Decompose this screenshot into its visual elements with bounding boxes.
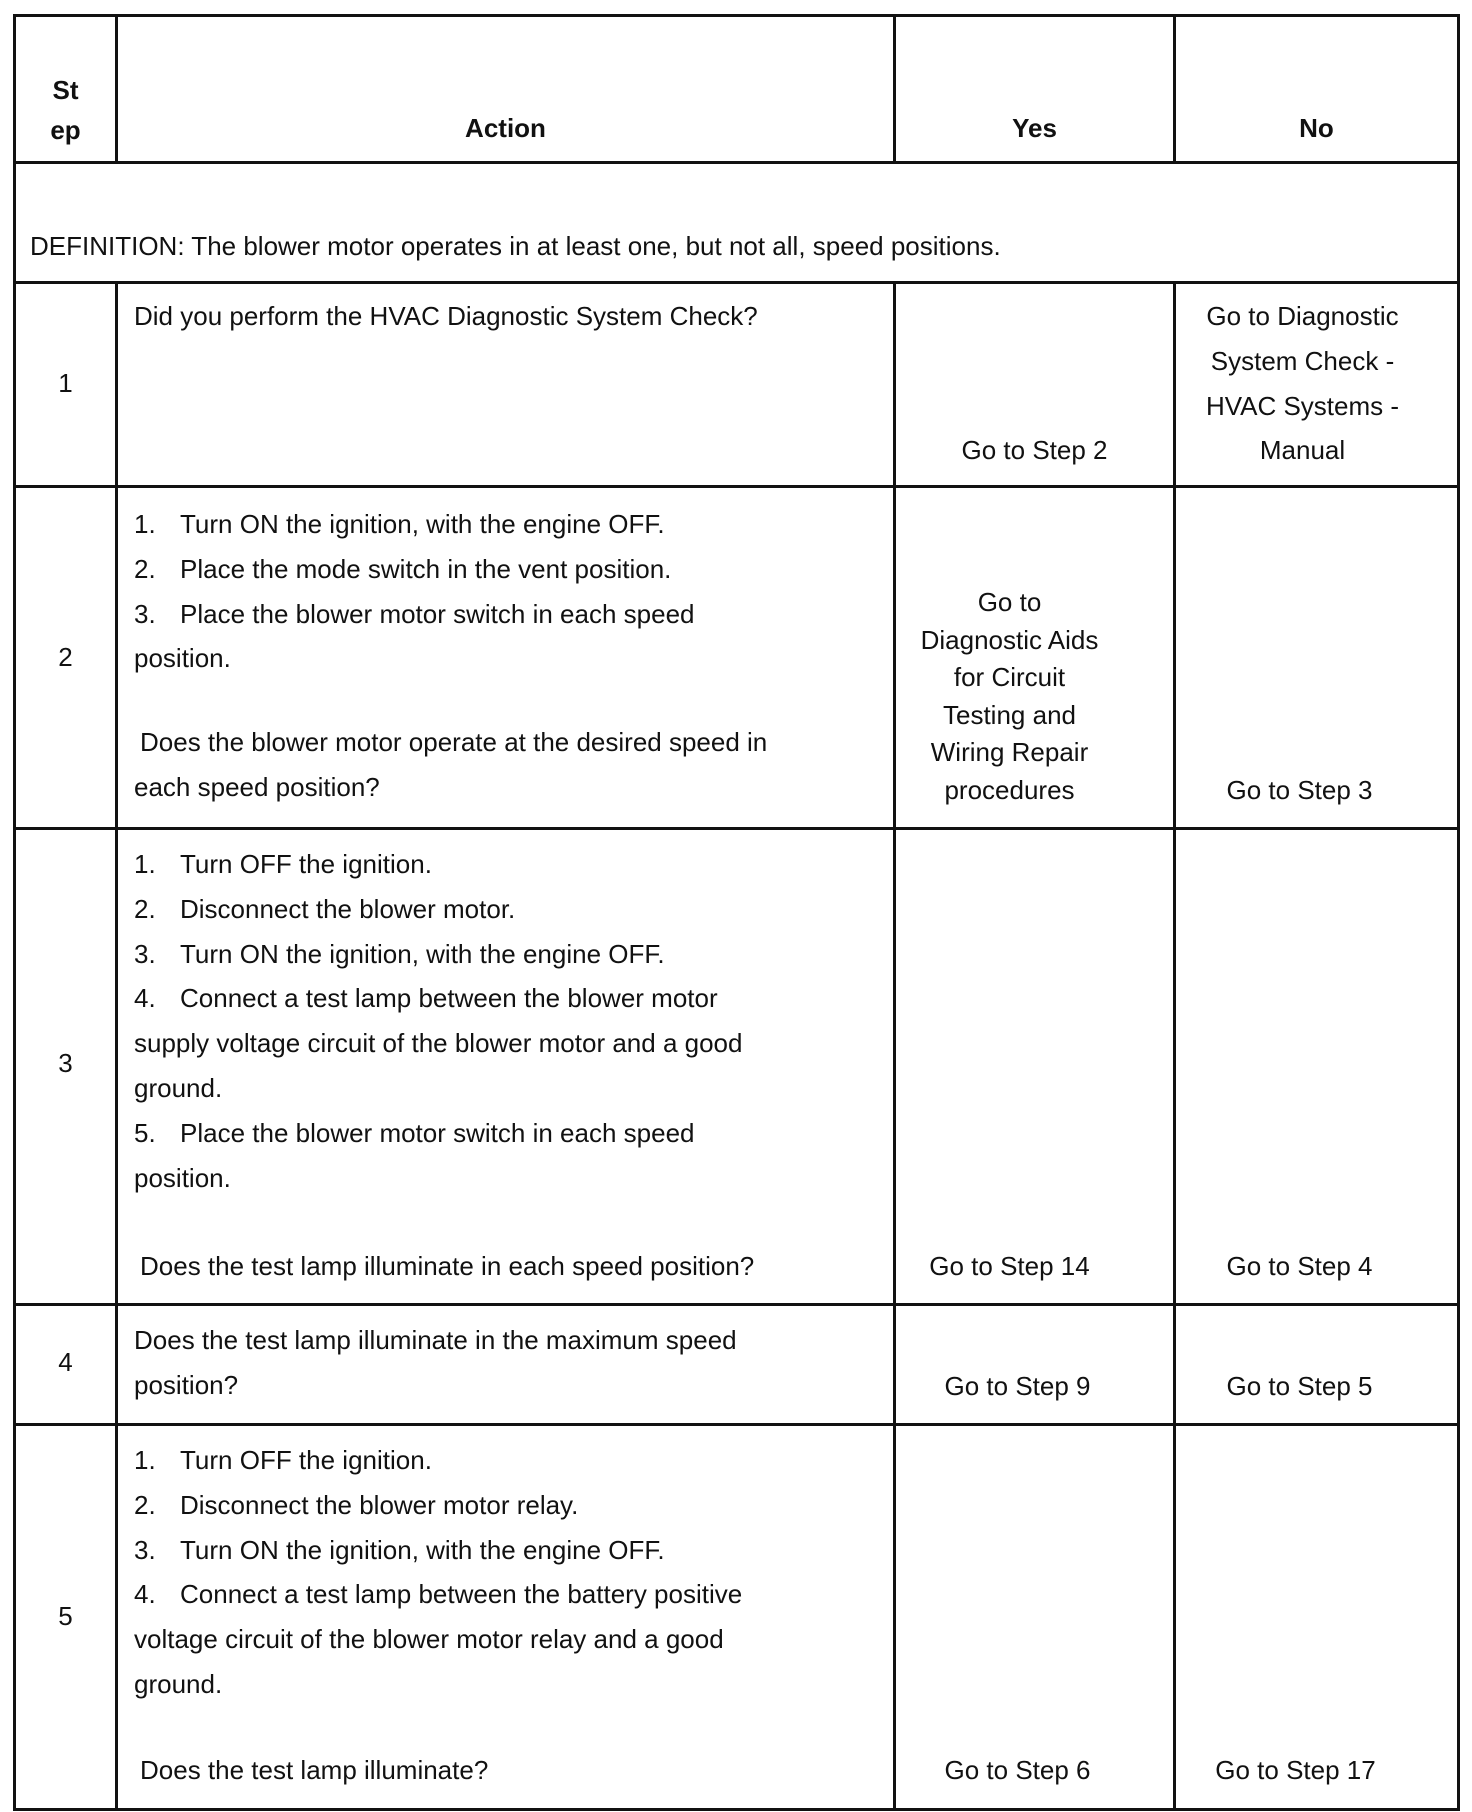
action-steps [134,1438,874,1708]
yes-result-line: Wiring Repair [930,737,1089,767]
action-step-item: 3. Turn ON the ignition, with the engine OFF. [134,1534,665,1565]
divider-yes-no [1173,281,1176,1811]
border-left [13,14,16,1811]
yes-result: Go to Step 14 [929,1251,1090,1281]
no-result-line: System Check - [1210,345,1395,376]
action-question: Did you perform the HVAC Diagnostic System Check? [134,301,758,331]
action-step-item: supply voltage circuit of the blower motor and a good [134,1028,743,1059]
action-step-item: 3. Turn ON the ignition, with the engine OFF. [134,938,665,969]
step-number: 4 [58,1347,73,1377]
yes-result: Go to Step 9 [944,1371,1091,1401]
action-step-item: 3. Place the blower motor switch in each speed [134,598,695,629]
action-step-item: position. [134,643,231,674]
no-result-line: Go to Diagnostic [1206,301,1399,331]
border-right [1457,14,1460,1811]
action-question-line: position? [134,1369,239,1400]
action-step-item: 2. Disconnect the blower motor. [134,893,516,924]
action-step-item: ground. [134,1669,223,1699]
border-definition-bottom [13,281,1460,284]
action-step-item: 4. Connect a test lamp between the blower motor [134,983,718,1014]
no-result: Go to Step 17 [1215,1755,1376,1785]
border-row3-bottom [13,1303,1460,1306]
action-step-item: position. [134,1162,231,1193]
yes-result-line: procedures [944,774,1075,805]
action-steps [134,842,874,1202]
border-top [13,14,1460,17]
yes-result: Go to Step 2 [961,435,1108,465]
divider-action-yes [893,281,896,1811]
step-number: 5 [58,1601,73,1631]
no-result [1176,294,1429,473]
yes-result-line: Testing and [943,699,1076,730]
border-row2-bottom [13,827,1460,830]
divider-step-action [115,281,118,1811]
action-question: Does the test lamp illuminate in each speed position? [140,1251,755,1281]
yes-result-line: for Circuit [953,662,1066,692]
header-action: Action [465,113,546,143]
border-row1-bottom [13,485,1460,488]
header-no: No [1299,113,1334,143]
no-result-line: HVAC Systems - [1205,390,1400,421]
action-step-item: 2. Place the mode switch in the vent position. [134,553,672,584]
action-step-item: ground. [134,1073,223,1103]
action-step-item: 1. Turn OFF the ignition. [134,1445,432,1475]
action-question-line: Does the test lamp illuminate in the maximum speed [134,1325,737,1355]
no-result-line: Manual [1259,435,1346,466]
border-bottom [13,1808,1460,1811]
action-question: Does the test lamp illuminate? [140,1755,489,1785]
action-question-line: Does the blower motor operate at the desired speed in [140,727,768,757]
action-step-item: 1. Turn ON the ignition, with the engine OFF. [134,509,665,539]
action-step-item: 5. Place the blower motor switch in each speed [134,1117,695,1148]
no-result: Go to Step 4 [1226,1251,1373,1281]
action-step-item: 1. Turn OFF the ignition. [134,849,432,879]
action-steps [134,502,874,674]
action-step-item: 4. Connect a test lamp between the battery positive [134,1579,743,1610]
action-step-item: 2. Disconnect the blower motor relay. [134,1489,579,1520]
header-step: St ep [50,75,81,145]
yes-result [896,584,1123,809]
yes-result: Go to Step 6 [944,1755,1091,1785]
action-question-line: each speed position? [134,771,380,802]
action-step-item: voltage circuit of the blower motor relay and a good [134,1624,724,1655]
definition-text: DEFINITION: The blower motor operates in at least one, but not all, speed positions. [30,231,1001,261]
step-number: 1 [58,368,73,398]
border-row4-bottom [13,1423,1460,1426]
no-result: Go to Step 5 [1226,1371,1373,1401]
header-yes: Yes [1012,113,1057,143]
yes-result-line: Diagnostic Aids [920,624,1099,655]
step-number: 2 [58,642,73,672]
yes-result-line: Go to [977,587,1042,617]
step-number: 3 [58,1048,73,1078]
border-header-bottom [13,161,1460,164]
no-result: Go to Step 3 [1226,775,1373,805]
